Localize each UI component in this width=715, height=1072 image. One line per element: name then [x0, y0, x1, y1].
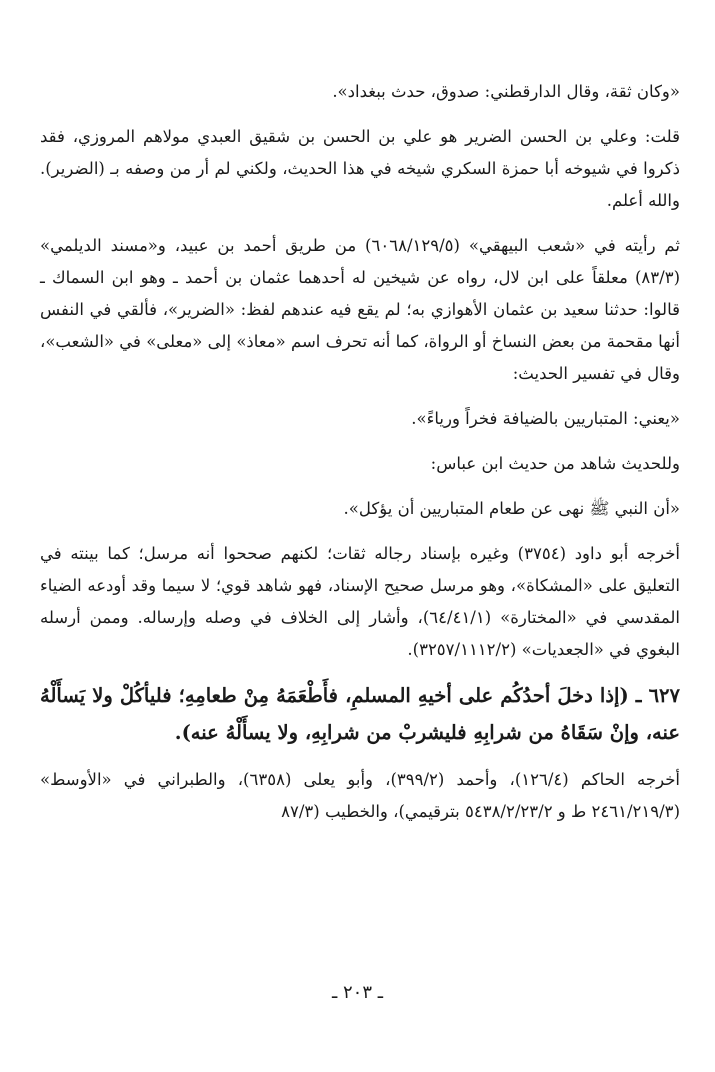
hadith-627: ٦٢٧ ـ (إذا دخلَ أحدُكُم على أخيهِ المسلمِ، فأَطْعَمَهُ مِنْ طعامِهِ؛ فليأكُلْ ولا يَسأَلْهُ عنه، وإنْ سَقَاهُ من شرابِهِ فليشربْ من شرابِهِ، ولا يسأَلْهُ عنه). — [40, 684, 680, 744]
page-number: ـ ٢٠٣ ـ — [331, 982, 383, 1003]
paragraph-shuab-reference: ثم رأيته في «شعب البيهقي» (٦٠٦٨/١٢٩/٥) من طريق أحمد بن عبيد، و«مسند الديلمي» (٨٣/٣) معلقاً على ابن لال، رواه عن شيخين له أحدهما عثمان بن أحمد ـ وهو ابن السماك ـ قالوا: حدثنا سعيد بن عثمان الأهوازي به؛ لم يقع فيه عندهم لفظ: «الضرير»، فألقي في النفس أنها مقحمة من بعض النساخ أو الرواة، كما أنه تحرف اسم «معاذ» إلى «معلى» في «الشعب»، وقال في تفسير الحديث: — [40, 236, 681, 383]
paragraph-abu-dawud: أخرجه أبو داود (٣٧٥٤) وغيره بإسناد رجاله ثقات؛ لكنهم صححوا أنه مرسل؛ كما بينته في التعليق على «المشكاة»، وهو مرسل صحيح الإسناد، فهو شاهد قوي؛ لا سيما وقد أودعه الضياء المقدسي في «المختارة» (٦٤/٤١/١)، وأشار إلى الخلاف في وصله وإرساله. وممن أرسله البغوي في «الجعديات» (٣٢٥٧/١١١٢/٢). — [40, 544, 680, 659]
paragraph-witness-intro: وللحديث شاهد من حديث ابن عباس: — [430, 454, 680, 473]
page-body — [40, 76, 680, 828]
paragraph-witness-quote: «أن النبي ﷺ نهى عن طعام المتباريين أن يؤكل». — [343, 499, 680, 518]
paragraph-hakim-takhrij: أخرجه الحاكم (١٢٦/٤)، وأحمد (٣٩٩/٢)، وأبو يعلى (٦٣٥٨)، والطبراني في «الأوسط» (٢٤٦١/٢١٩/٣ ط و ٥٤٣٨/٢/٢٣/٢ بترقيمي)، والخطيب (٨٧/٣ — [40, 770, 680, 821]
paragraph-quote-meaning: «يعني: المتباريين بالضيافة فخراً ورياءً». — [411, 409, 680, 428]
paragraph-commentary: قلت: وعلي بن الحسن الضرير هو علي بن الحسن بن شقيق العبدي مولاهم المروزي، فقد ذكروا في شيوخه أبا حمزة السكري شيخه في هذا الحديث، ولكني لم أر من وصفه بـ (الضرير). والله أعلم. — [40, 127, 680, 210]
paragraph-quote-daraqutni: «وكان ثقة، وقال الدارقطني: صدوق، حدث ببغداد». — [332, 82, 680, 101]
